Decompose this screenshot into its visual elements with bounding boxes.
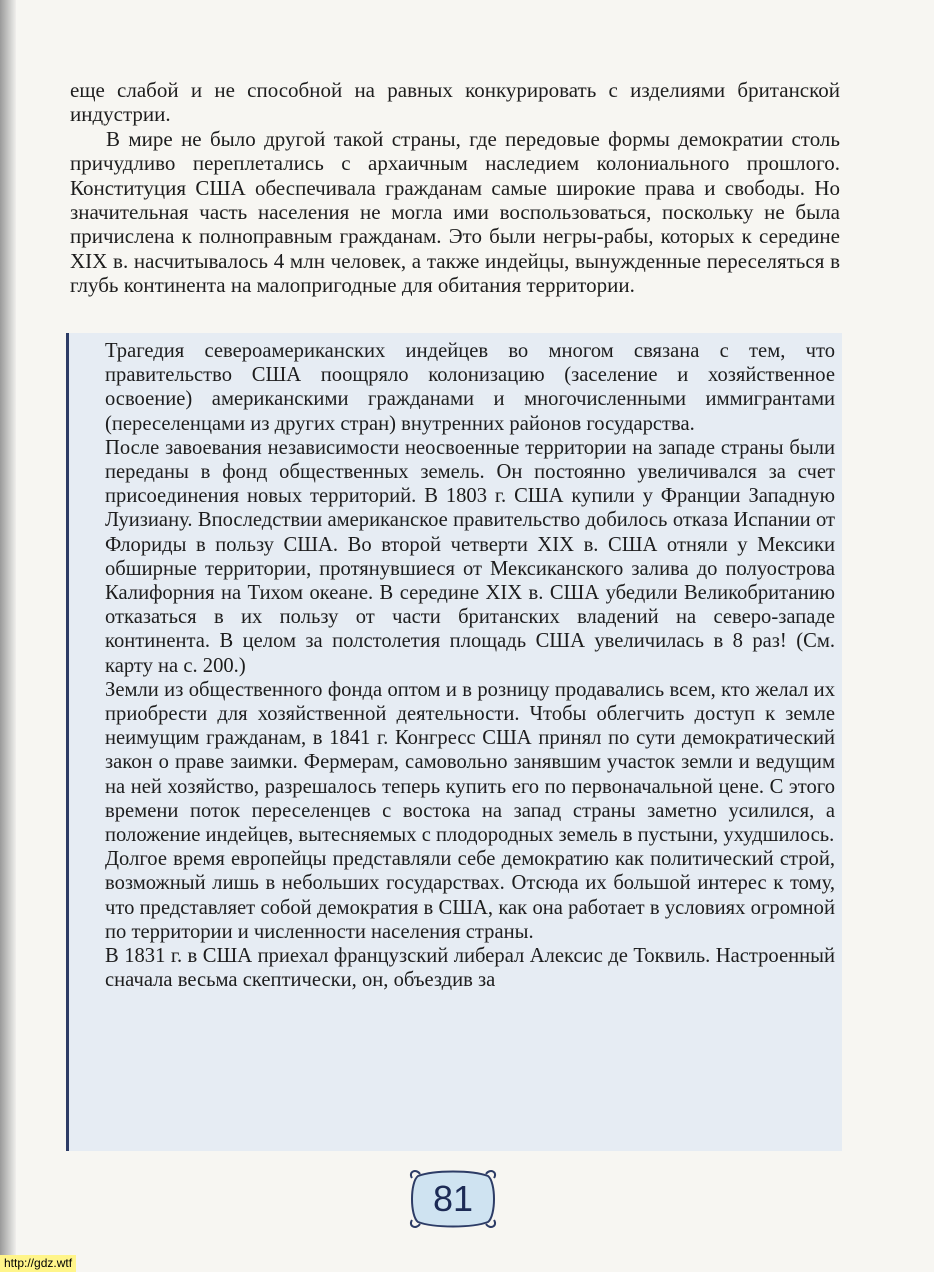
paragraph: еще слабой и не способной на равных конкурировать с изделиями британской индустрии. <box>70 78 840 127</box>
box-paragraph: Долгое время европейцы представляли себе демократию как политический строй, возможный лишь в небольших государствах. Отсюда их большой интерес к тому, что представляет собой демократия в США, как она работает в условиях огромной по территории и численности населения страны. <box>105 848 835 943</box>
box-paragraph: Трагедия североамериканских индейцев во многом связана с тем, что правительство США поощряло колонизацию (заселение и хозяйственное освоение) американскими гражданами и многочисленными иммигрантами (переселенцами из других стран) внутренних районов государства. <box>105 340 835 435</box>
main-text <box>70 78 840 298</box>
highlighted-text-content <box>105 339 835 992</box>
page-number-badge <box>404 1168 502 1230</box>
watermark-link[interactable]: http://gdz.wtf <box>0 1255 76 1272</box>
highlighted-text-box <box>66 333 842 1151</box>
book-spine-shadow <box>0 0 16 1272</box>
box-paragraph: После завоевания независимости неосвоенные территории на западе страны были переданы в фонд общественных земель. Он постоянно увеличивался за счет присоединения новых территорий. В 1803 г. США купили у Франции Западную Луизиану. Впоследствии американское правительство добилось отказа Испании от Флориды в пользу США. Во второй четверти XIX в. США отняли у Мексики обширные территории, протянувшиеся от Мексиканского залива до полуострова Калифорния на Тихом океане. В середине XIX в. США убедили Великобританию отказаться в их пользу от части британских владений на северо-западе континента. В целом за полстолетия площадь США увеличилась в 8 раз! (См. карту на с. 200.) <box>105 436 835 677</box>
paragraph: В мире не было другой такой страны, где передовые формы демократии столь причудливо переплетались с архаичным наследием колониального прошлого. Конституция США обеспечивала гражданам самые широкие права и свободы. Но значительная часть населения не могла ими воспользоваться, поскольку не была причислена к полноправным гражданам. Это были негры-рабы, которых к середине XIX в. насчитывалось 4 млн человек, а также индейцы, вынужденные переселяться в глубь континента на малопригодные для обитания территории. <box>70 126 840 298</box>
box-paragraph: В 1831 г. в США приехал французский либерал Алексис де Токвиль. Настроенный сначала весьма скептически, он, объездив за <box>105 945 835 992</box>
page-number: 81 <box>432 1178 474 1219</box>
box-paragraph: Земли из общественного фонда оптом и в розницу продавались всем, кто желал их приобрести для хозяйственной деятельности. Чтобы облегчить доступ к земле неимущим гражданам, в 1841 г. Конгресс США принял по сути демократический закон о праве заимки. Фермерам, самовольно занявшим участок земли и ведущим на ней хозяйство, разрешалось теперь купить его по первоначальной цене. С этого времени поток переселенцев с востока на запад страны заметно усилился, а положение индейцев, вытесняемых с плодородных земель в пустыни, ухудшилось. <box>105 678 835 847</box>
